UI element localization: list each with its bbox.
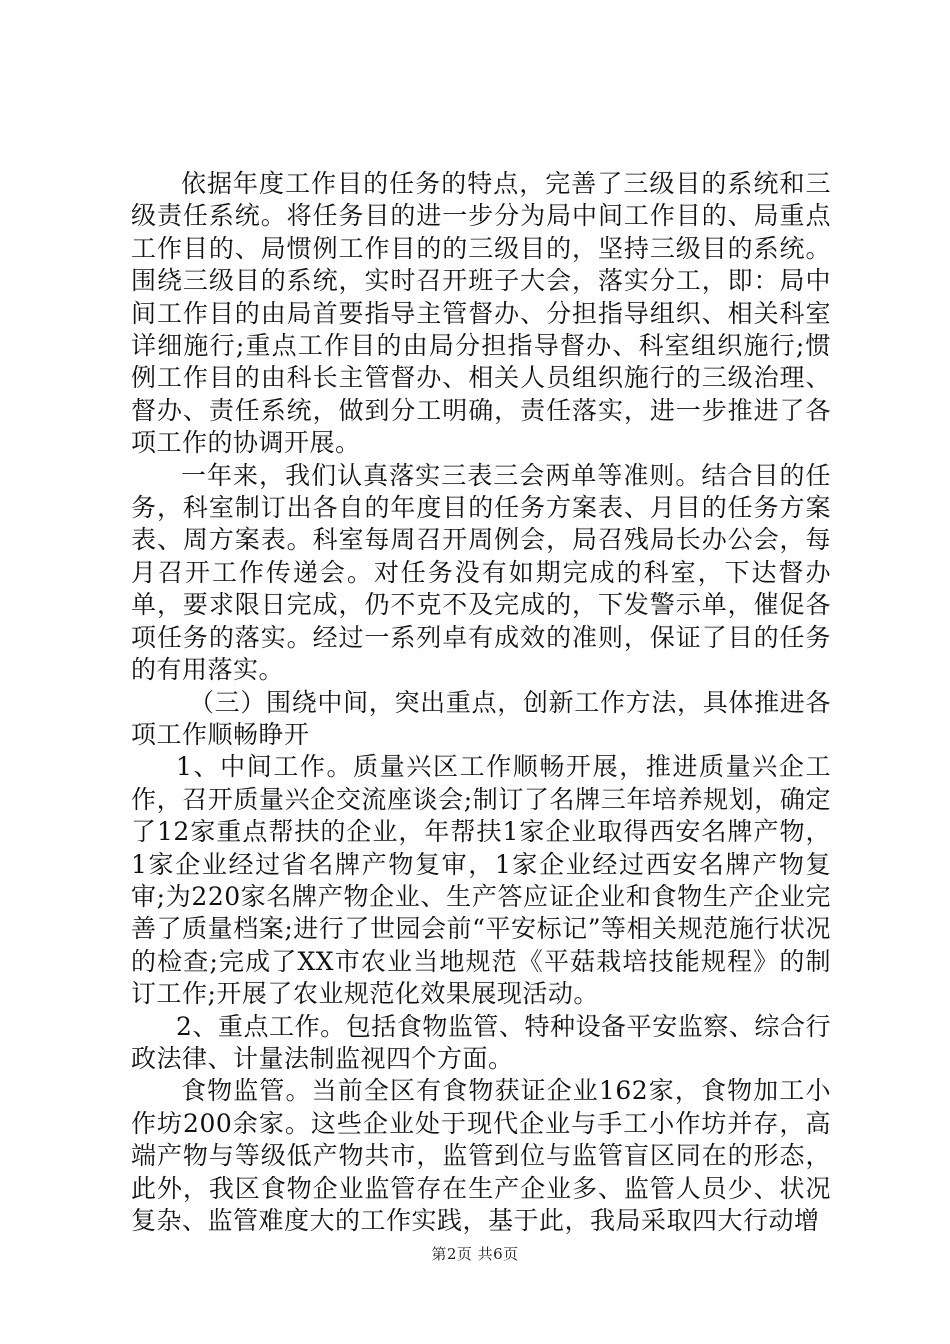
document-body xyxy=(131,168,831,1237)
paragraph-food-supervision: 食物监管。当前全区有食物获证企业162家，食物加工小作坊200余家。这些企业处于现代企业与手工小作坊并存，高端产物与等级低产物共市，监管到位与监管盲区同在的形态，此外，我区食物企业监管存在生产企业多、监管人员少、状况复杂、监管难度大的工作实践，基于此，我局采取四大行动增 xyxy=(131,1076,831,1235)
page-number-footer: 第2页 共6页 xyxy=(431,1245,519,1263)
section-heading-three: （三）围绕中间，突出重点，创新工作方法，具体推进各项工作顺畅睁开 xyxy=(131,687,831,749)
paragraph-three-level-targets: 依据年度工作目的任务的特点，完善了三级目的系统和三级责任系统。将任务目的进一步分为局中间工作目的、局重点工作目的、局惯例工作目的的三级目的，坚持三级目的系统。围绕三级目的系统，实时召开班子大会，落实分工，即：局中间工作目的由局首要指导主管督办、分担指导组织、相关科室详细施行;重点工作目的由局分担指导督办、科室组织施行;惯例工作目的由科长主管督办、相关人员组织施行的三级治理、督办、责任系统，做到分工明确，责任落实，进一步推进了各项工作的协调开展。 xyxy=(131,169,831,458)
paragraph-key-work: 2、重点工作。包括食物监管、特种设备平安监察、综合行政法律、计量法制监视四个方面。 xyxy=(131,1011,831,1073)
paragraph-central-work: 1、中间工作。质量兴区工作顺畅开展，推进质量兴企工作，召开质量兴企交流座谈会;制订了名牌三年培养规划，确定了12家重点帮扶的企业，年帮扶1家企业取得西安名牌产物，1家企业经过省名牌产物复审，1家企业经过西安名牌产物复审;为220家名牌产物企业、生产答应证企业和食物生产企业完善了质量档案;进行了世园会前“平安标记”等相关规范施行状况的检查;完成了XX市农业当地规范《平菇栽培技能规程》的制订工作;开展了农业规范化效果展现活动。 xyxy=(131,752,831,1009)
paragraph-rules-implementation: 一年来，我们认真落实三表三会两单等准则。结合目的任务，科室制订出各自的年度目的任务方案表、月目的任务方案表、周方案表。科室每周召开周例会，局召残局长办公会，每月召开工作传递会。对任务没有如期完成的科室，下达督办单，要求限日完成，仍不克不及完成的，下发警示单，催促各项任务的落实。经过一系列卓有成效的准则，保证了目的任务的有用落实。 xyxy=(131,460,831,685)
